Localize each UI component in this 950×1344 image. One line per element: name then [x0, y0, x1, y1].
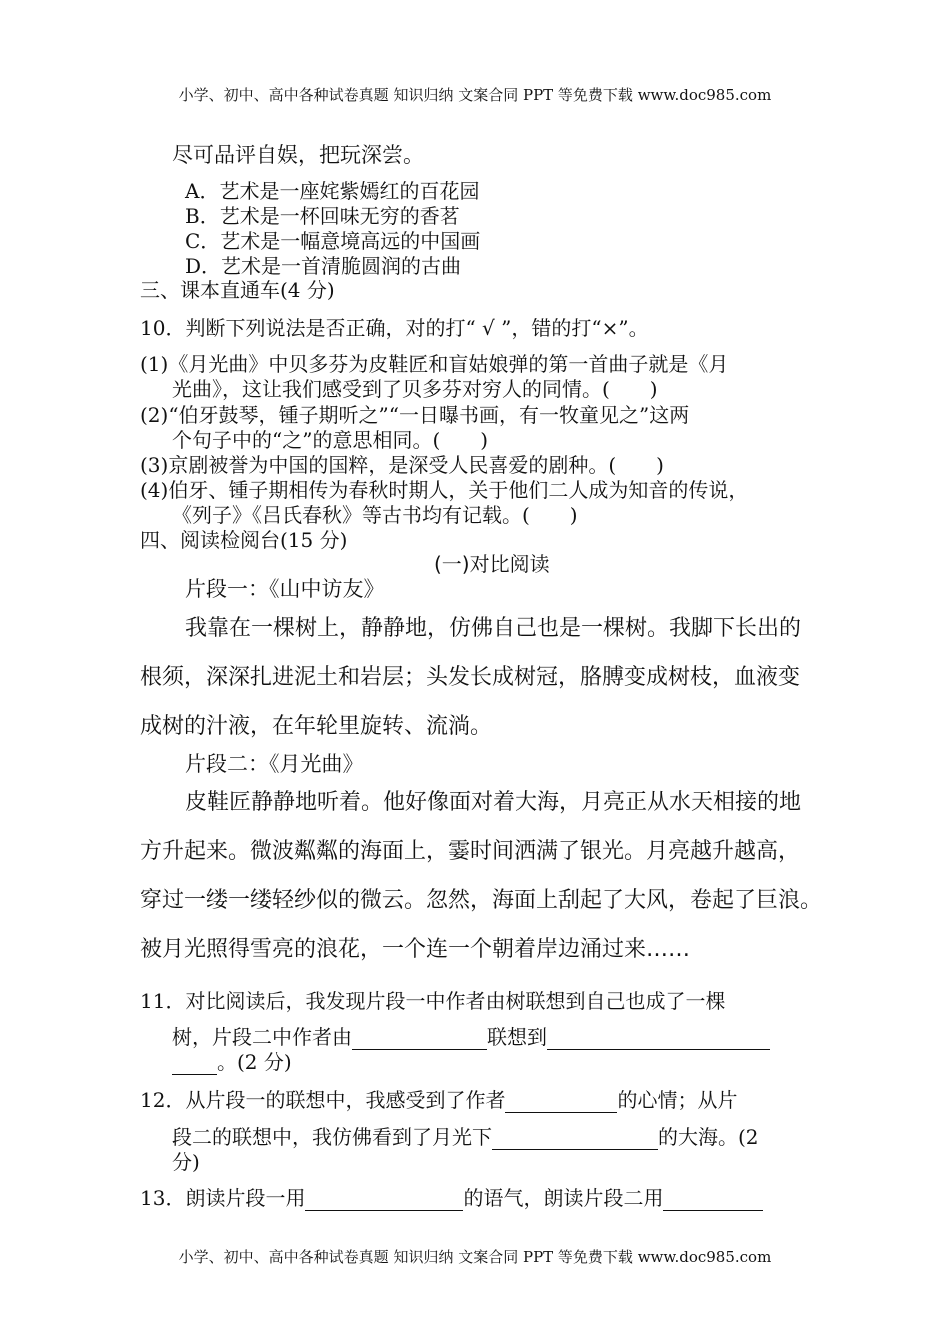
q10-item4-line1: (4)伯牙、锺子期相传为春秋时期人，关于他们二人成为知音的传说，	[140, 478, 749, 502]
passage2-line2: 方升起来。微波粼粼的海面上，霎时间洒满了银光。月亮越升越高，	[140, 839, 801, 864]
q12-line1-part1: 12．从片段一的联想中，我感受到了作者	[140, 1088, 506, 1112]
passage2-line3: 穿过一缕一缕轻纱似的微云。忽然，海面上刮起了大风，卷起了巨浪。	[140, 888, 823, 913]
passage2-line1: 皮鞋匠静静地听着。他好像面对着大海，月亮正从水天相接的地	[185, 790, 802, 815]
option-b: B．艺术是一杯回味无穷的香茗	[185, 204, 460, 228]
q13-line1	[140, 1182, 763, 1211]
q12-line2	[172, 1121, 759, 1150]
q10-item2-line1: (2)“伯牙鼓琴，锺子期听之”“一日曝书画，有一牧童见之”这两	[140, 403, 690, 427]
option-d: D．艺术是一首清脆圆润的古曲	[185, 254, 462, 278]
q10-item4-line2: 《列子》《吕氏春秋》等古书均有记载。( )	[172, 503, 578, 527]
q11-line3	[172, 1046, 292, 1075]
passage2-title: 片段二：《月光曲》	[185, 752, 364, 776]
option-a: A．艺术是一座姹紫嫣红的百花园	[185, 179, 480, 203]
section3-title: 三、课本直通车(4 分)	[140, 278, 335, 302]
q11-line2-part2: 联想到	[487, 1025, 547, 1049]
q13-answer-blank2[interactable]	[663, 1189, 763, 1211]
q10-stem: 10．判断下列说法是否正确，对的打“ √ ”，错的打“×”。	[140, 316, 649, 340]
q10-item1-line2: 光曲》，这让我们感受到了贝多芬对穷人的同情。( )	[172, 377, 658, 401]
q11-line3-text: 。(2 分)	[217, 1050, 292, 1074]
page-footer: 小学、初中、高中各种试卷真题 知识归纳 文案合同 PPT 等免费下载 www.doc985.com	[178, 1248, 772, 1266]
q11-answer-blank2[interactable]	[547, 1028, 770, 1050]
q13-part1: 13．朗读片段一用	[140, 1186, 306, 1210]
q13-part2: 的语气，朗读片段二用	[463, 1186, 664, 1210]
q10-item3: (3)京剧被誉为中国的国粹，是深受人民喜爱的剧种。( )	[140, 453, 664, 477]
q10-item1-line1: (1)《月光曲》中贝多芬为皮鞋匠和盲姑娘弹的第一首曲子就是《月	[140, 352, 729, 376]
q12-line1	[140, 1084, 737, 1113]
q12-line3: 分)	[172, 1150, 200, 1174]
q11-answer-blank1[interactable]	[352, 1028, 487, 1050]
passage2-line4: 被月光照得雪亮的浪花，一个连一个朝着岸边涌过来……	[140, 937, 691, 962]
passage1-line1: 我靠在一棵树上，静静地，仿佛自己也是一棵树。我脚下长出的	[185, 616, 802, 641]
passage1-line3: 成树的汁液，在年轮里旋转、流淌。	[140, 714, 493, 739]
q11-line1: 11．对比阅读后，我发现片段一中作者由树联想到自己也成了一棵	[140, 989, 726, 1013]
reading-title: (一)对比阅读	[434, 552, 550, 576]
q11-answer-blank3[interactable]	[172, 1053, 217, 1075]
q12-answer-blank2[interactable]	[492, 1128, 658, 1150]
intro-line: 尽可品评自娱，把玩深尝。	[172, 143, 424, 167]
q12-answer-blank1[interactable]	[505, 1091, 617, 1113]
option-c: C．艺术是一幅意境高远的中国画	[185, 229, 481, 253]
passage1-line2: 根须，深深扎进泥土和岩层；头发长成树冠，胳膊变成树枝，血液变	[140, 665, 801, 690]
q11-line2-part1: 树，片段二中作者由	[172, 1025, 352, 1049]
q12-line2-part1: 段二的联想中，我仿佛看到了月光下	[172, 1125, 492, 1149]
q13-answer-blank1[interactable]	[305, 1189, 463, 1211]
q12-line2-part2: 的大海。(2	[658, 1125, 759, 1149]
page-header: 小学、初中、高中各种试卷真题 知识归纳 文案合同 PPT 等免费下载 www.doc985.com	[178, 86, 772, 104]
section4-title: 四、阅读检阅台(15 分)	[140, 528, 348, 552]
q10-item2-line2: 个句子中的“之”的意思相同。( )	[172, 428, 489, 452]
passage1-title: 片段一：《山中访友》	[185, 577, 385, 601]
q12-line1-part2: 的心情；从片	[617, 1088, 738, 1112]
